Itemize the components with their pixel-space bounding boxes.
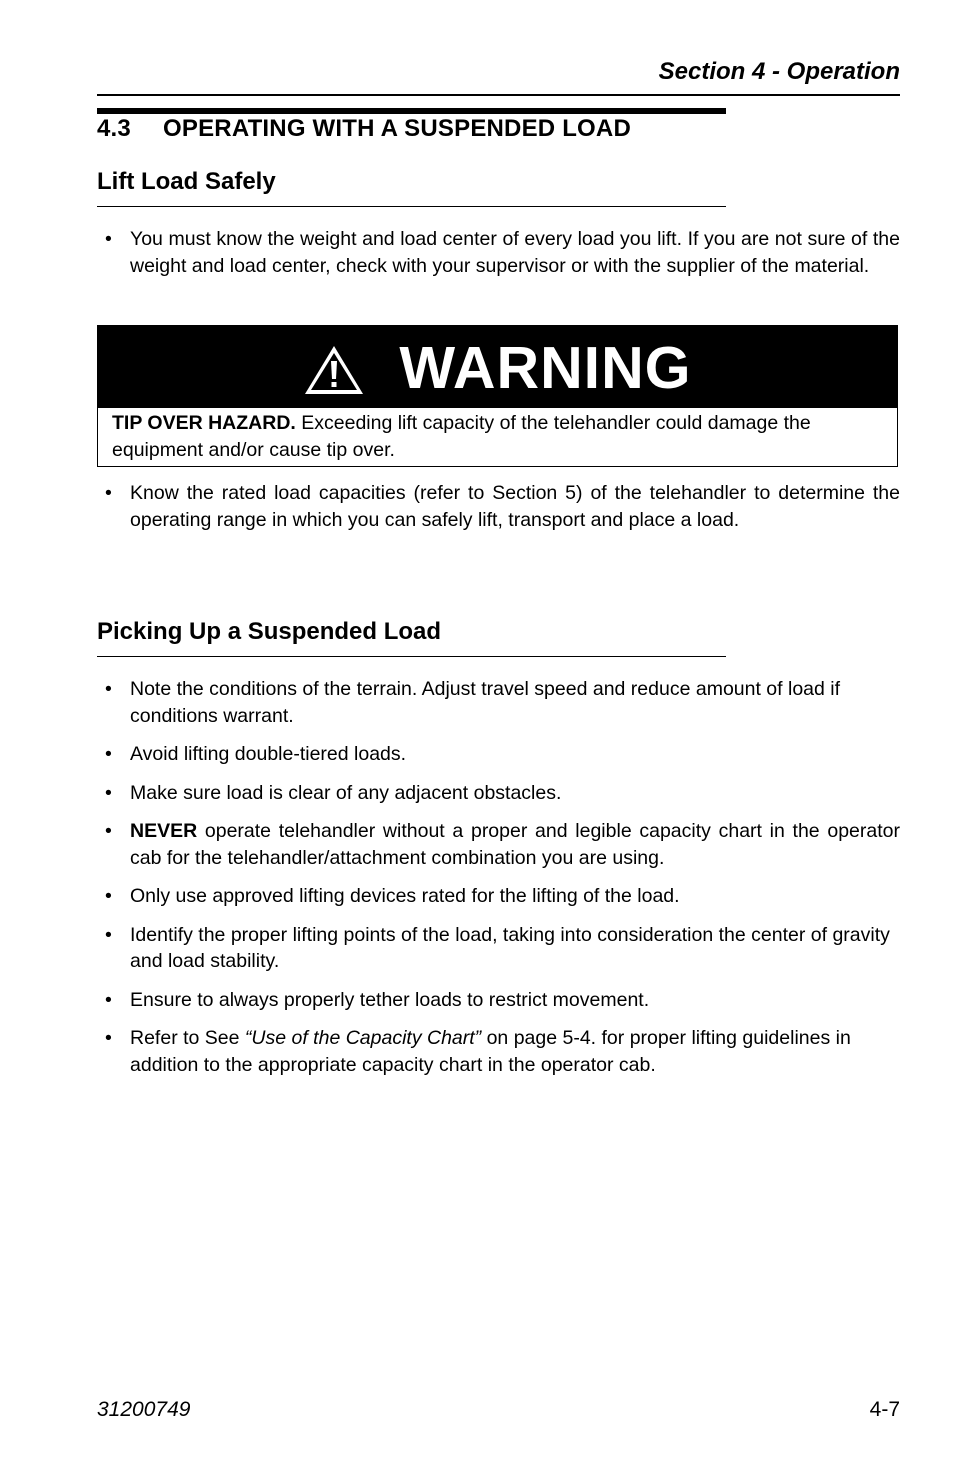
never-label: NEVER [130, 820, 198, 842]
warning-header [98, 326, 897, 408]
bullet-dot: • [105, 482, 112, 504]
warning-text [112, 410, 887, 463]
hazard-label: TIP OVER HAZARD. [112, 412, 296, 434]
subhead-lift-load-safely: Lift Load Safely [97, 168, 276, 195]
list-item-text: operate telehandler without a proper and legible capacity chart in the operator cab for the telehandler/attachment combination you are using. [130, 820, 900, 869]
list-item-text: Identify the proper lifting points of the load, taking into consideration the center of gravity and load stability. [130, 923, 890, 972]
running-head: Section 4 - Operation [658, 58, 900, 85]
refer-prefix: Refer to See [130, 1027, 245, 1049]
list-item-text: You must know the weight and load center of every load you lift. If you are not sure of the weight and load center, check with your supervisor or with the supplier of the material. [130, 228, 900, 277]
section-title-text: OPERATING WITH A SUSPENDED LOAD [163, 115, 631, 142]
running-head-rule [97, 94, 900, 96]
section-title [97, 115, 631, 143]
list-item-text: Only use approved lifting devices rated for the lifting of the load. [130, 885, 680, 907]
refer-suffix: on page 5-4. for proper lifting guidelines in addition to the appropriate capacity chart in the operator cab. [130, 1027, 851, 1076]
bullet-dot: • [105, 820, 112, 842]
bullet-dot: • [105, 885, 112, 907]
list-item [105, 780, 900, 807]
list-item-text: Know the rated load capacities (refer to Section 5) of the telehandler to determine the operating range in which you can safely lift, transport and place a load. [130, 482, 900, 531]
section-number: 4.3 [97, 115, 131, 142]
picking-up-bullets [105, 676, 900, 1090]
list-item-text: Make sure load is clear of any adjacent obstacles. [130, 781, 562, 804]
section-bar [97, 108, 726, 114]
subhead-picking-up: Picking Up a Suspended Load [97, 618, 442, 645]
list-item [105, 226, 900, 279]
list-item-text: Ensure to always properly tether loads to restrict movement. [130, 988, 650, 1011]
doc-number: 31200749 [97, 1398, 191, 1421]
warning-triangle-icon [303, 344, 365, 396]
bullet-dot: • [105, 781, 112, 804]
bullet-dot: • [105, 228, 112, 250]
page-number: 4-7 [869, 1398, 900, 1421]
lift-load-bullets-2 [105, 480, 900, 545]
list-item [105, 883, 900, 910]
list-item [105, 480, 900, 533]
capacity-chart-link[interactable]: “Use of the Capacity Chart” [244, 1027, 482, 1049]
subhead-rule [97, 656, 726, 657]
list-item-text: Avoid lifting double-tiered loads. [130, 743, 407, 765]
warning-box [97, 325, 898, 467]
list-item [105, 818, 900, 871]
list-item [105, 741, 900, 768]
list-item [105, 922, 900, 975]
lift-load-bullets-1 [105, 226, 900, 291]
bullet-dot: • [105, 678, 112, 700]
bullet-dot: • [105, 988, 112, 1011]
subhead-rule [97, 206, 726, 207]
bullet-dot: • [105, 923, 112, 946]
bullet-dot: • [105, 1027, 112, 1049]
list-item [105, 987, 900, 1014]
bullet-dot: • [105, 743, 112, 765]
list-item [105, 676, 900, 729]
hazard-text: Exceeding lift capacity of the telehandler could damage the equipment and/or cause tip over. [112, 412, 811, 461]
list-item-text: Note the conditions of the terrain. Adjust travel speed and reduce amount of load if conditions warrant. [130, 678, 841, 727]
list-item [105, 1025, 900, 1078]
warning-word: WARNING [399, 335, 692, 401]
